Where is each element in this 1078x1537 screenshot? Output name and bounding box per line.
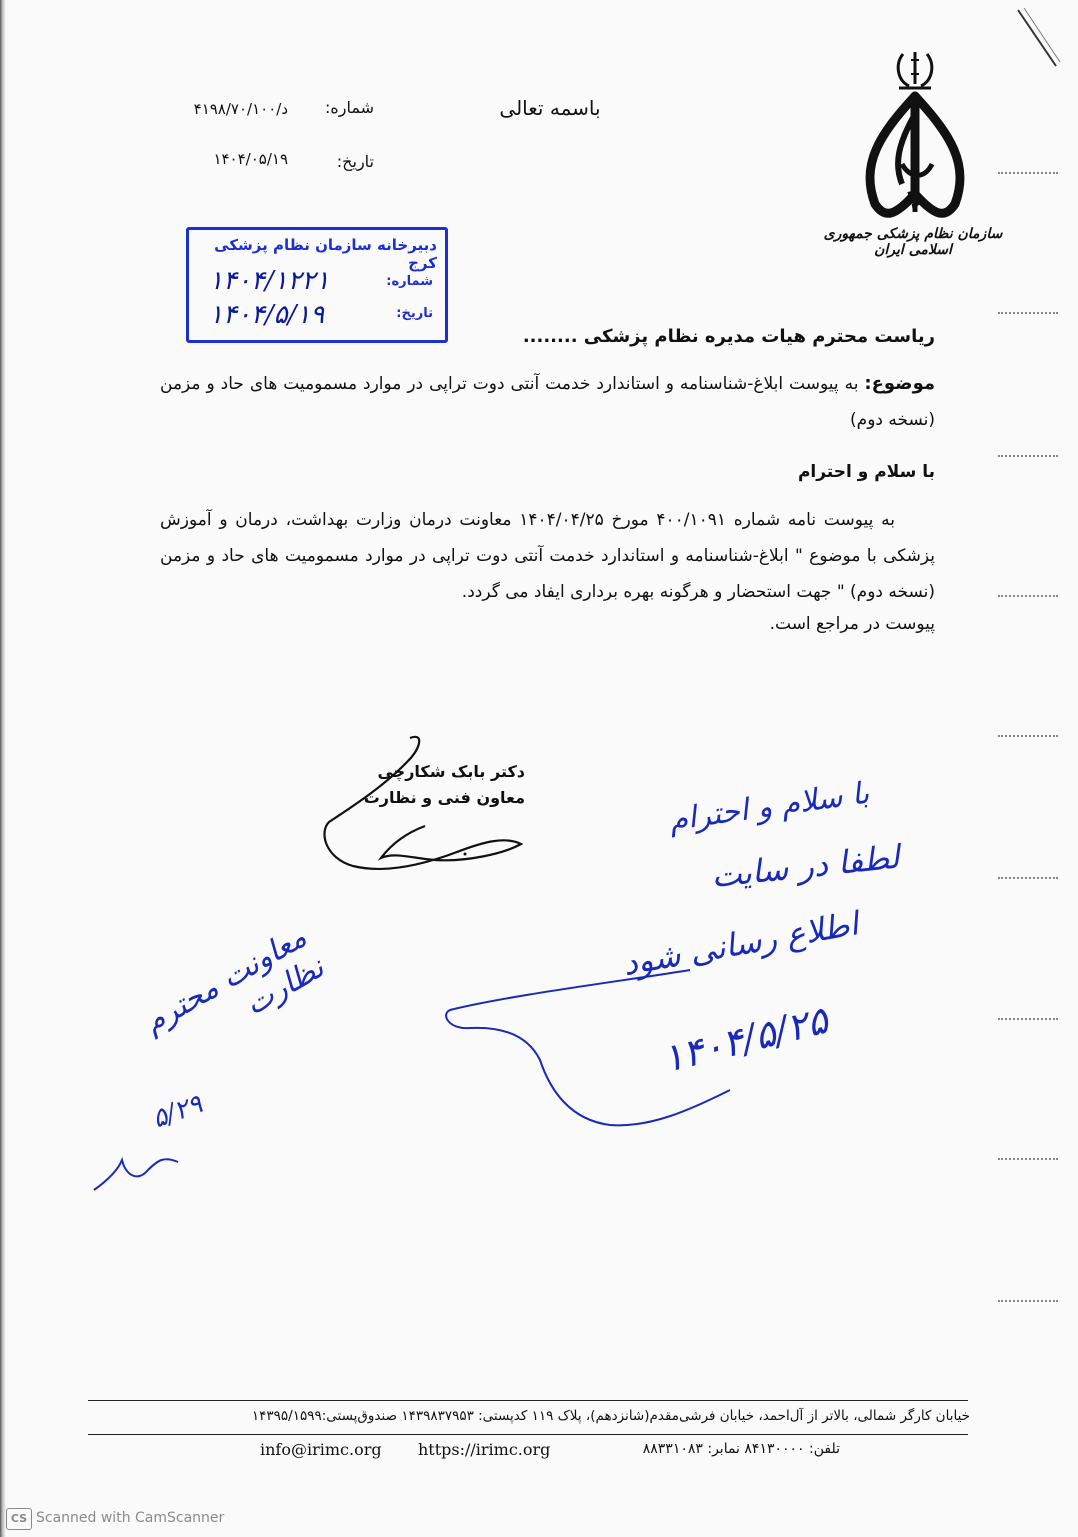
handwritten-note-date: ۱۴۰۴/۵/۲۵ — [658, 997, 833, 1082]
scan-mark — [998, 595, 1058, 597]
handwritten-note-line2: لطفا در سایت — [709, 837, 902, 896]
footer-website[interactable]: https://irimc.org — [418, 1440, 551, 1459]
scan-mark — [998, 735, 1058, 737]
letter-number: ۴۱۹۸/۷۰/۱۰۰/د — [193, 100, 288, 118]
handwritten-note-line3: اطلاع رسانی شود — [619, 904, 862, 984]
subject-text: به پیوست ابلاغ-شناسنامه و استاندارد خدمت آنتی دوت تراپی در موارد مسمومیت های حاد و مزمن (نسخه دوم) — [160, 374, 935, 430]
footer-address: خیابان کارگر شمالی، بالاتر از آل‌احمد، خیابان فرشی‌مقدم(شانزدهم)، پلاک ۱۱۹ کدپستی: ۱۴۳۹۸۳۷۹۵۳ صندوق‌پستی:۱۴۳۹۵/۱۵۹۹ — [251, 1408, 970, 1424]
signature — [315, 730, 535, 880]
stamp-date-label: تاریخ: — [396, 306, 433, 321]
camscanner-logo-icon: CS — [6, 1508, 32, 1530]
signatory-title: معاون فنی و نظارت — [363, 788, 525, 807]
scan-mark — [998, 455, 1058, 457]
staple-mark — [1010, 6, 1070, 76]
handwritten-left-note: معاونت محترم نظارت — [138, 919, 331, 1041]
body-paragraph: به پیوست نامه شماره ۴۰۰/۱۰۹۱ مورخ ۱۴۰۴/۰۴/۲۵ معاونت درمان وزارت بهداشت، درمان و آموزش پزشکی با موضوع " ابلاغ-شناسنامه و استاندارد خدمت آنتی دوت تراپی در موارد مسمومیت های حاد و مزمن (نسخه دوم) " جهت استحضار و هرگونه بهره برداری ایفاد می گردد. — [160, 510, 935, 602]
footer-phone: تلفن: ۸۴۱۳۰۰۰۰ نمابر: ۸۸۳۳۱۰۸۳ — [642, 1441, 840, 1457]
signatory-name: دکتر بابک شکارچی — [377, 762, 525, 781]
scan-mark — [998, 312, 1058, 314]
number-label: شماره: — [324, 98, 374, 117]
registry-stamp — [186, 227, 448, 343]
footer-email[interactable]: info@irimc.org — [260, 1440, 382, 1459]
recipient: ریاست محترم هیات مدیره نظام پزشکی ........ — [522, 326, 935, 347]
handwritten-note-line1: با سلام و احترام — [666, 775, 872, 839]
footer-divider-top — [88, 1400, 968, 1401]
camscanner-watermark: Scanned with CamScanner — [36, 1510, 225, 1526]
handwritten-left-date: ۵/۲۹ — [148, 1089, 207, 1135]
scan-mark — [998, 1300, 1058, 1302]
handwritten-initials — [88, 1130, 208, 1200]
scan-edge-left — [0, 0, 6, 1537]
stamp-title: دبیرخانه سازمان نظام پزشکی کرج — [214, 236, 437, 272]
subject-label: موضوع: — [864, 373, 935, 394]
scan-mark — [998, 877, 1058, 879]
scan-mark — [998, 1158, 1058, 1160]
date-label: تاریخ: — [336, 152, 374, 171]
handwritten-stroke — [430, 960, 750, 1140]
org-name: سازمان نظام پزشکی جمهوری اسلامی ایران — [823, 226, 1003, 258]
closing-note: پیوست در مراجع است. — [769, 614, 935, 634]
greeting: با سلام و احترام — [797, 462, 935, 482]
stamp-date-value: ۱۴۰۴/۵/۱۹ — [209, 300, 325, 330]
letter-date: ۱۴۰۴/۰۵/۱۹ — [213, 150, 288, 168]
scan-mark — [998, 1018, 1058, 1020]
footer-divider-bottom — [88, 1434, 968, 1435]
stamp-number-label: شماره: — [386, 274, 433, 289]
stamp-number-value: ۱۴۰۴/۱۲۲۱ — [209, 266, 330, 296]
subject — [160, 366, 935, 438]
basmala: باسمه تعالی — [499, 96, 601, 120]
scan-mark — [998, 172, 1058, 174]
